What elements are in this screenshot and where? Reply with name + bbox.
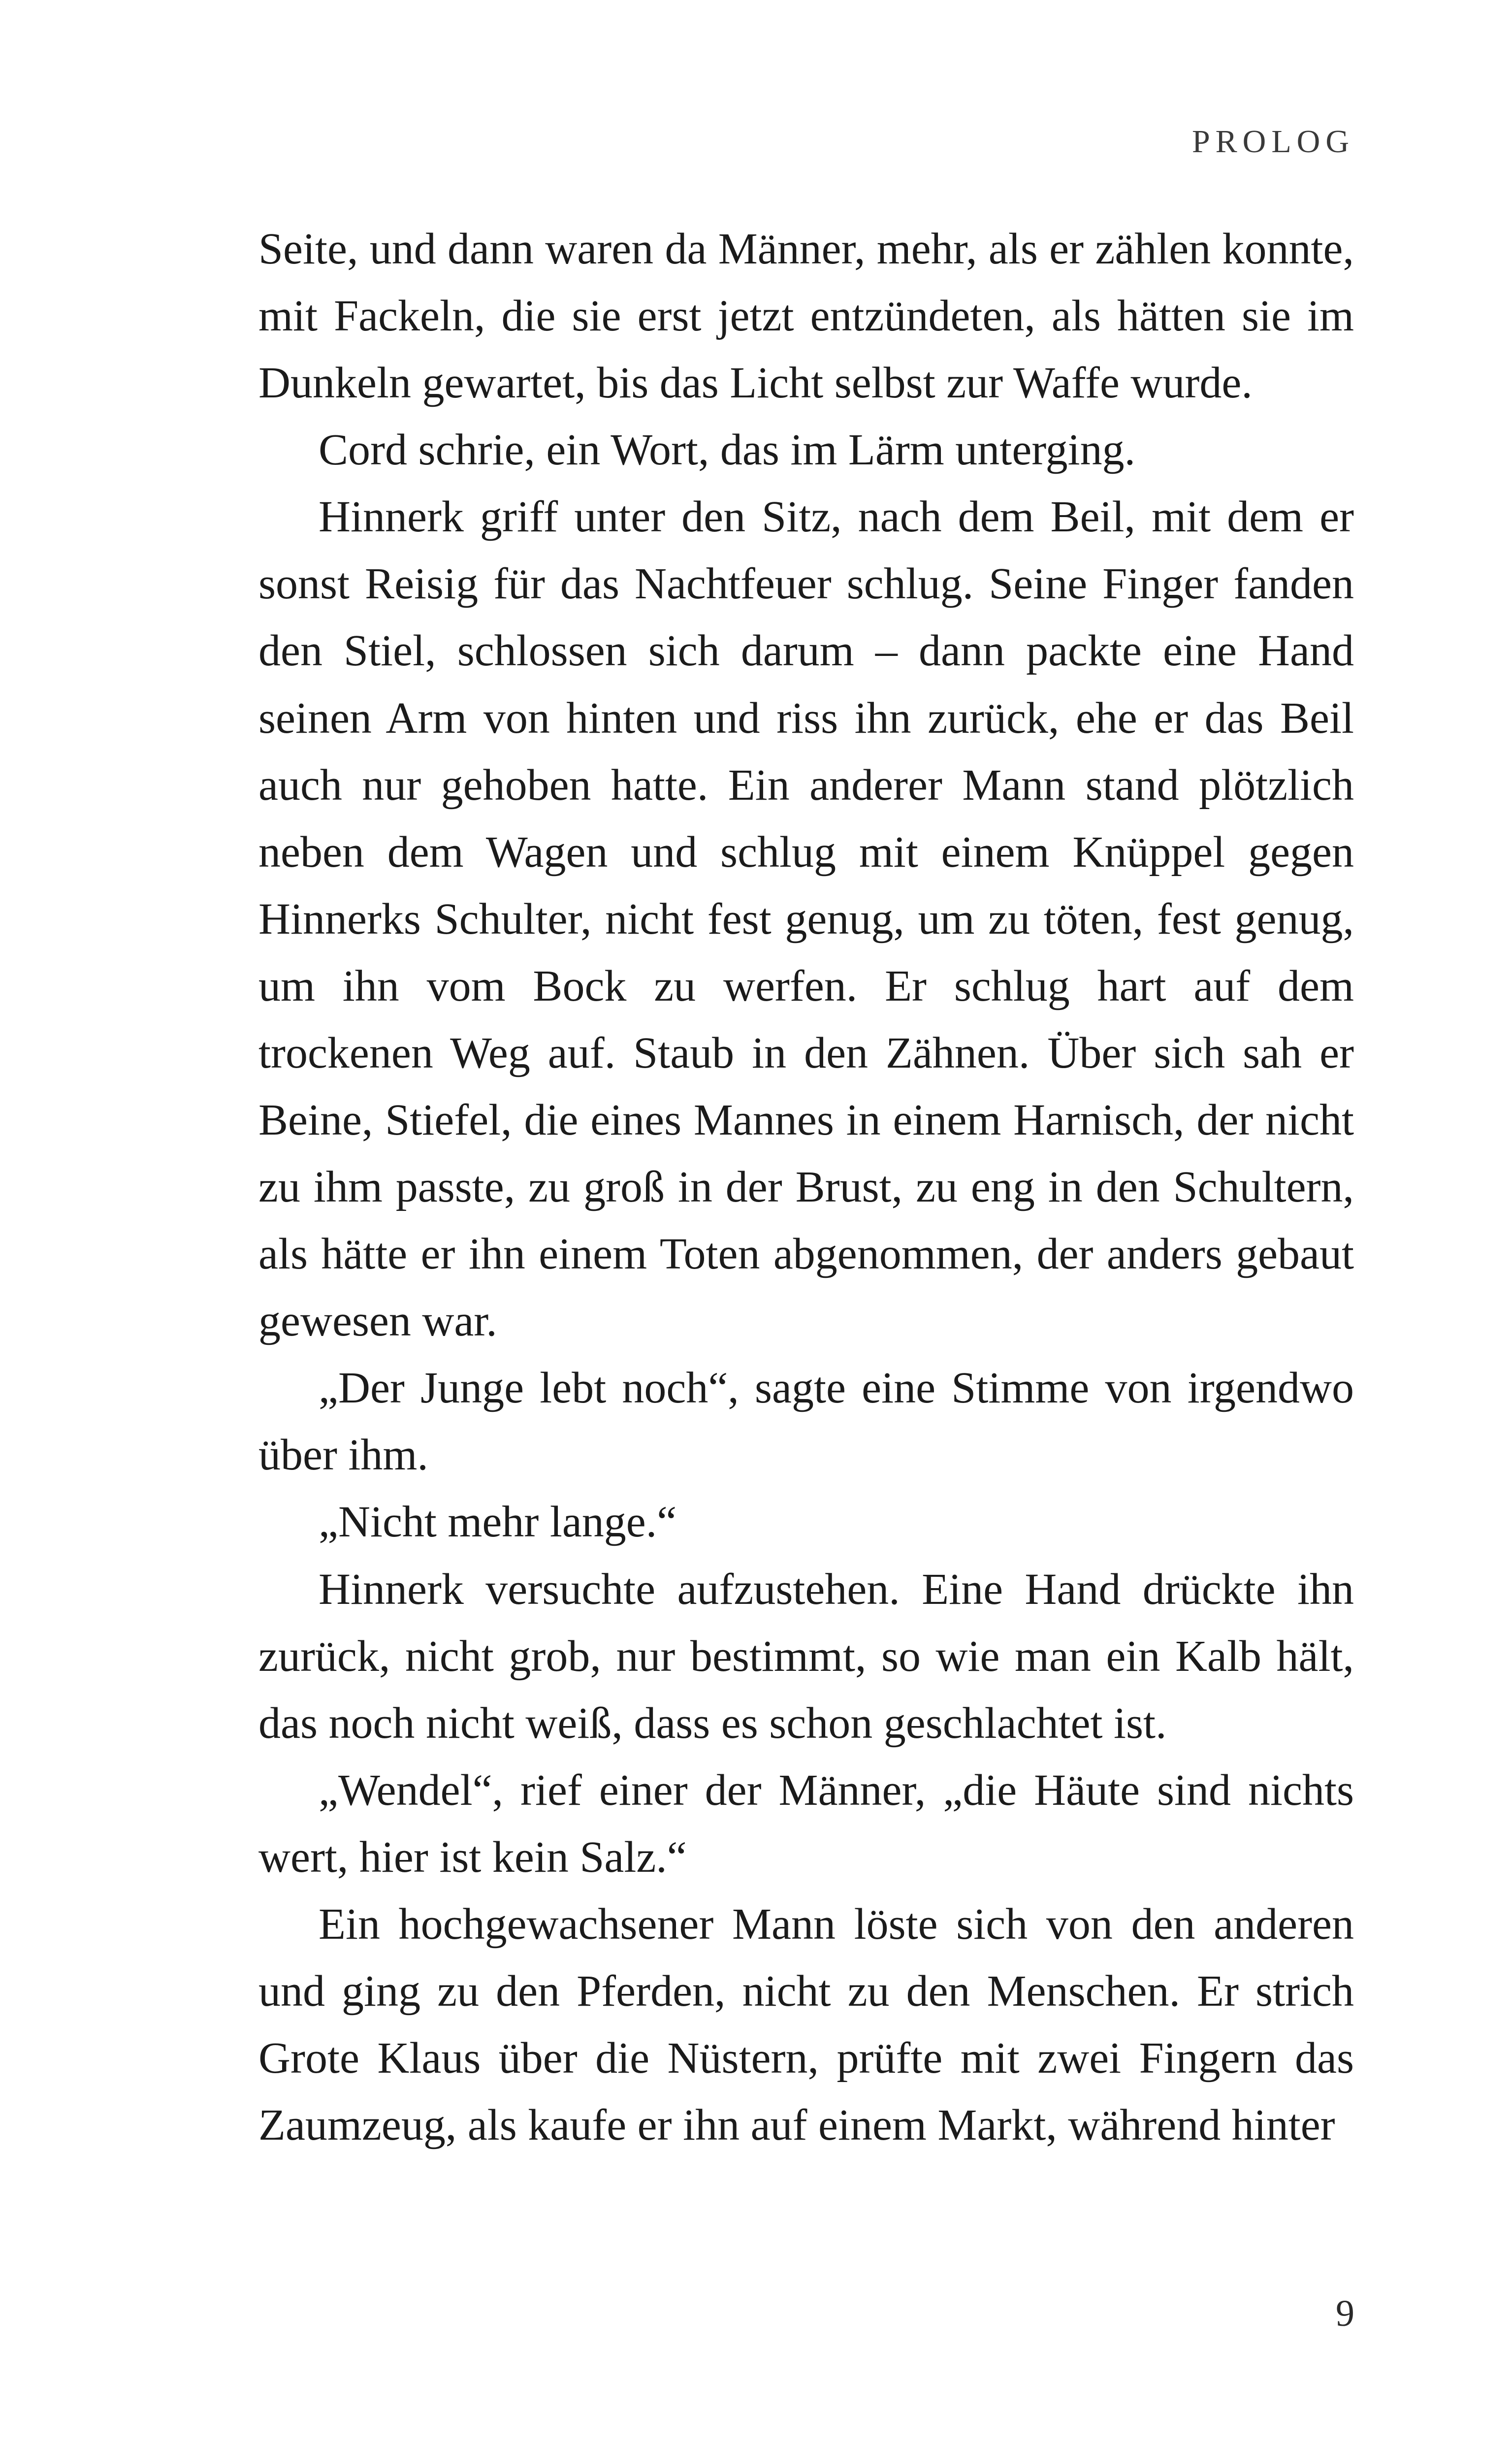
paragraph: Ein hochgewachsener Mann löste sich von den anderen und ging zu den Pferden, nicht zu den Menschen. Er strich Grote Klaus über die Nüstern, prüfte mit zwei Fingern das Zaumzeug, als kaufe er ihn auf einem Markt, während hinter [258, 1899, 1354, 2150]
paragraph-continued: Seite, und dann waren da Männer, mehr, als er zählen konnte, mit Fackeln, die sie erst jetzt entzündeten, als hätten sie im Dunkeln gewartet, bis das Licht selbst zur Waffe wurde. [258, 225, 1354, 408]
paragraph: „Nicht mehr lange.“ [319, 1498, 677, 1547]
paragraph: „Wendel“, rief einer der Männer, „die Häute sind nichts wert, hier ist kein Salz.“ [258, 1765, 1354, 1882]
paragraph: „Der Junge lebt noch“, sagte eine Stimme von irgendwo über ihm. [258, 1364, 1354, 1480]
paragraph: Cord schrie, ein Wort, das im Lärm unterging. [319, 425, 1136, 475]
body-text [258, 216, 1354, 2159]
page-number: 9 [1336, 2293, 1354, 2334]
running-head: PROLOG [1191, 124, 1354, 160]
paragraph: Hinnerk versuchte aufzustehen. Eine Hand drückte ihn zurück, nicht grob, nur bestimmt, so wie man ein Kalb hält, das noch nicht weiß, dass es schon geschlachtet ist. [258, 1564, 1354, 1748]
paragraph: Hinnerk griff unter den Sitz, nach dem Beil, mit dem er sonst Reisig für das Nachtfeuer schlug. Seine Finger fanden den Stiel, schlossen sich darum – dann packte eine Hand seinen Arm von hinten und riss ihn zurück, ehe er das Beil auch nur gehoben hatte. Ein anderer Mann stand plötzlich neben dem Wagen und schlug mit einem Knüppel gegen Hinnerks Schulter, nicht fest genug, um zu töten, fest genug, um ihn vom Bock zu werfen. Er schlug hart auf dem trockenen Weg auf. Staub in den Zähnen. Über sich sah er Beine, Stiefel, die eines Mannes in einem Harnisch, der nicht zu ihm passte, zu groß in der Brust, zu eng in den Schultern, als hätte er ihn einem Toten abgenommen, der anders gebaut gewesen war. [258, 492, 1354, 1346]
